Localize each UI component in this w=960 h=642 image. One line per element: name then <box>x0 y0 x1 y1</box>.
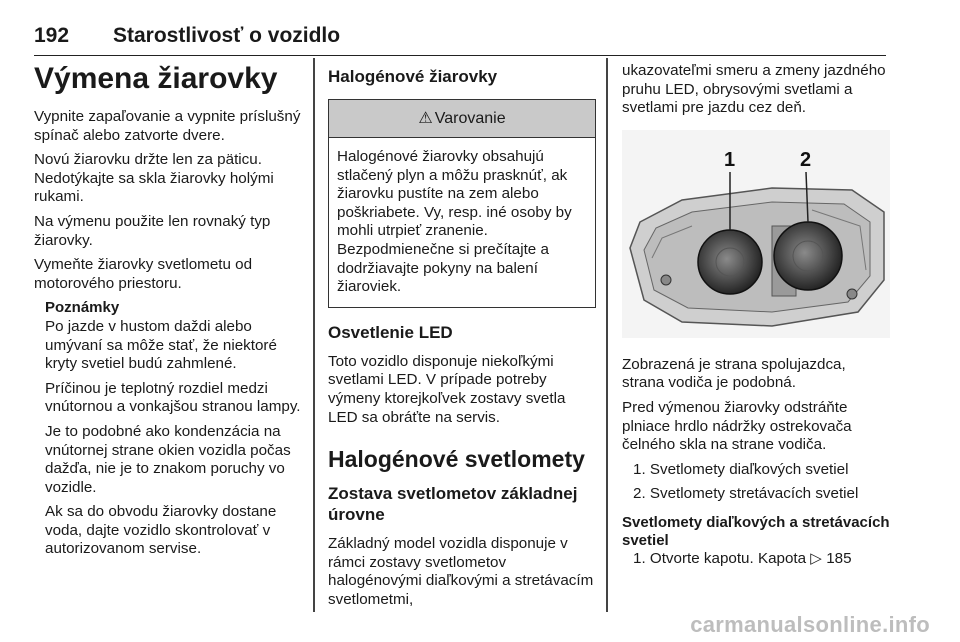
image-caption: Zobrazená je strana spolujazdca, strana vodiča je podobná. <box>622 355 846 392</box>
page-reference-link[interactable]: 185 <box>821 549 852 567</box>
steps-list <box>633 550 890 569</box>
column-divider-2 <box>606 58 608 612</box>
list-item: 1. Svetlomety diaľkových svetiel <box>633 460 849 478</box>
paragraph: Novú žiarovku držte len za päticu. Nedotýkajte sa skla žiarovky holými rukami. <box>34 151 274 206</box>
halogen-bulbs-heading: Halogénové žiarovky <box>328 67 498 86</box>
paragraph: Vypnite zapaľovanie a vypnite príslušný spínač alebo zatvorte dvere. <box>34 108 301 144</box>
basic-paragraph: Základný model vozidla disponuje v rámci zostavy svetlometov halogénovými diaľkovými a stretávacím svetlometmi, <box>328 535 594 608</box>
note-paragraph: Príčinou je teplotný rozdiel medzi vnútornou a vonkajšou stranou lampy. <box>45 379 301 416</box>
column-2 <box>328 62 596 616</box>
warning-title: Varovanie <box>434 110 506 127</box>
high-beam-bulb <box>698 230 762 294</box>
low-beam-bulb <box>774 222 842 290</box>
column-1 <box>34 62 304 565</box>
warning-header <box>329 100 595 138</box>
page-header <box>34 22 886 56</box>
note-paragraph: Po jazde v hustom daždi alebo umývaní sa môže stať, že niektoré kryty svetiel budú zahmlené. <box>45 317 277 373</box>
led-paragraph: Toto vozidlo disponuje niekoľkými svetlami LED. V prípade potreby výmeny ktorejkoľvek zostavy svetla LED sa obráťte na servis. <box>328 352 566 426</box>
image-label-2: 2 <box>800 148 812 171</box>
column-3 <box>622 62 890 579</box>
notes-title: Poznámky <box>45 299 120 317</box>
step-item: 1. Otvorte kapotu. Kapota ▷ 185 <box>633 549 852 567</box>
section-heading-bulb-replacement: Výmena žiarovky <box>34 62 278 95</box>
warning-box <box>328 99 596 308</box>
list-item: 2. Svetlomety stretávacích svetiel <box>633 485 859 503</box>
high-low-beam-heading: Svetlomety diaľkových a stretávacích svetiel <box>622 513 890 549</box>
headlamp-drawing <box>622 130 890 338</box>
intro-paragraph: ukazovateľmi smeru a zmeny jazdného pruhu LED, obrysovými svetlami a svetlami pre jazdu cez deň. <box>622 62 886 117</box>
halogen-headlamps-heading: Halogénové svetlomety <box>328 446 585 473</box>
warning-text: Halogénové žiarovky obsahujú stlačený plyn a môžu prasknúť, ak žiarovku pustíte na zem alebo poškriabete. Vy, resp. iné osoby by mohli utrpieť zranenie. Bezpodmienečne si prečítajte a dodržiavajte pokyny na balení žiaroviek. <box>337 148 572 296</box>
basic-headlamp-assembly-heading: Zostava svetlometov základnej úrovne <box>328 484 578 525</box>
bulb-list <box>633 461 890 504</box>
page-reference-icon[interactable]: ▷ <box>810 549 822 567</box>
paragraph: Vymeňte žiarovky svetlometu od motorového priestoru. <box>34 256 253 292</box>
watermark: carmanualsonline.info <box>690 612 930 637</box>
page-number: 192 <box>34 24 70 47</box>
notes-block <box>45 299 304 559</box>
before-paragraph: Pred výmenou žiarovky odstráňte plniace hrdlo nádržky ostrekovača čelného skla na strane vodiča. <box>622 398 852 454</box>
warning-triangle-icon: ⚠ <box>418 110 433 127</box>
note-paragraph: Je to podobné ako kondenzácia na vnútornej strane okien vozidla počas dažďa, nie je to znakom poruchy vo vozidle. <box>45 422 291 496</box>
note-paragraph: Ak sa do obvodu žiarovky dostane voda, dajte vozidlo skontrolovať v autorizovanom servise. <box>45 503 277 558</box>
headlamp-illustration <box>622 130 890 338</box>
paragraph: Na výmenu použite len rovnaký typ žiarovky. <box>34 212 271 249</box>
led-lighting-heading: Osvetlenie LED <box>328 322 453 342</box>
image-label-1: 1 <box>724 148 736 171</box>
chapter-title: Starostlivosť o vozidlo <box>113 24 341 47</box>
column-divider-1 <box>313 58 315 612</box>
